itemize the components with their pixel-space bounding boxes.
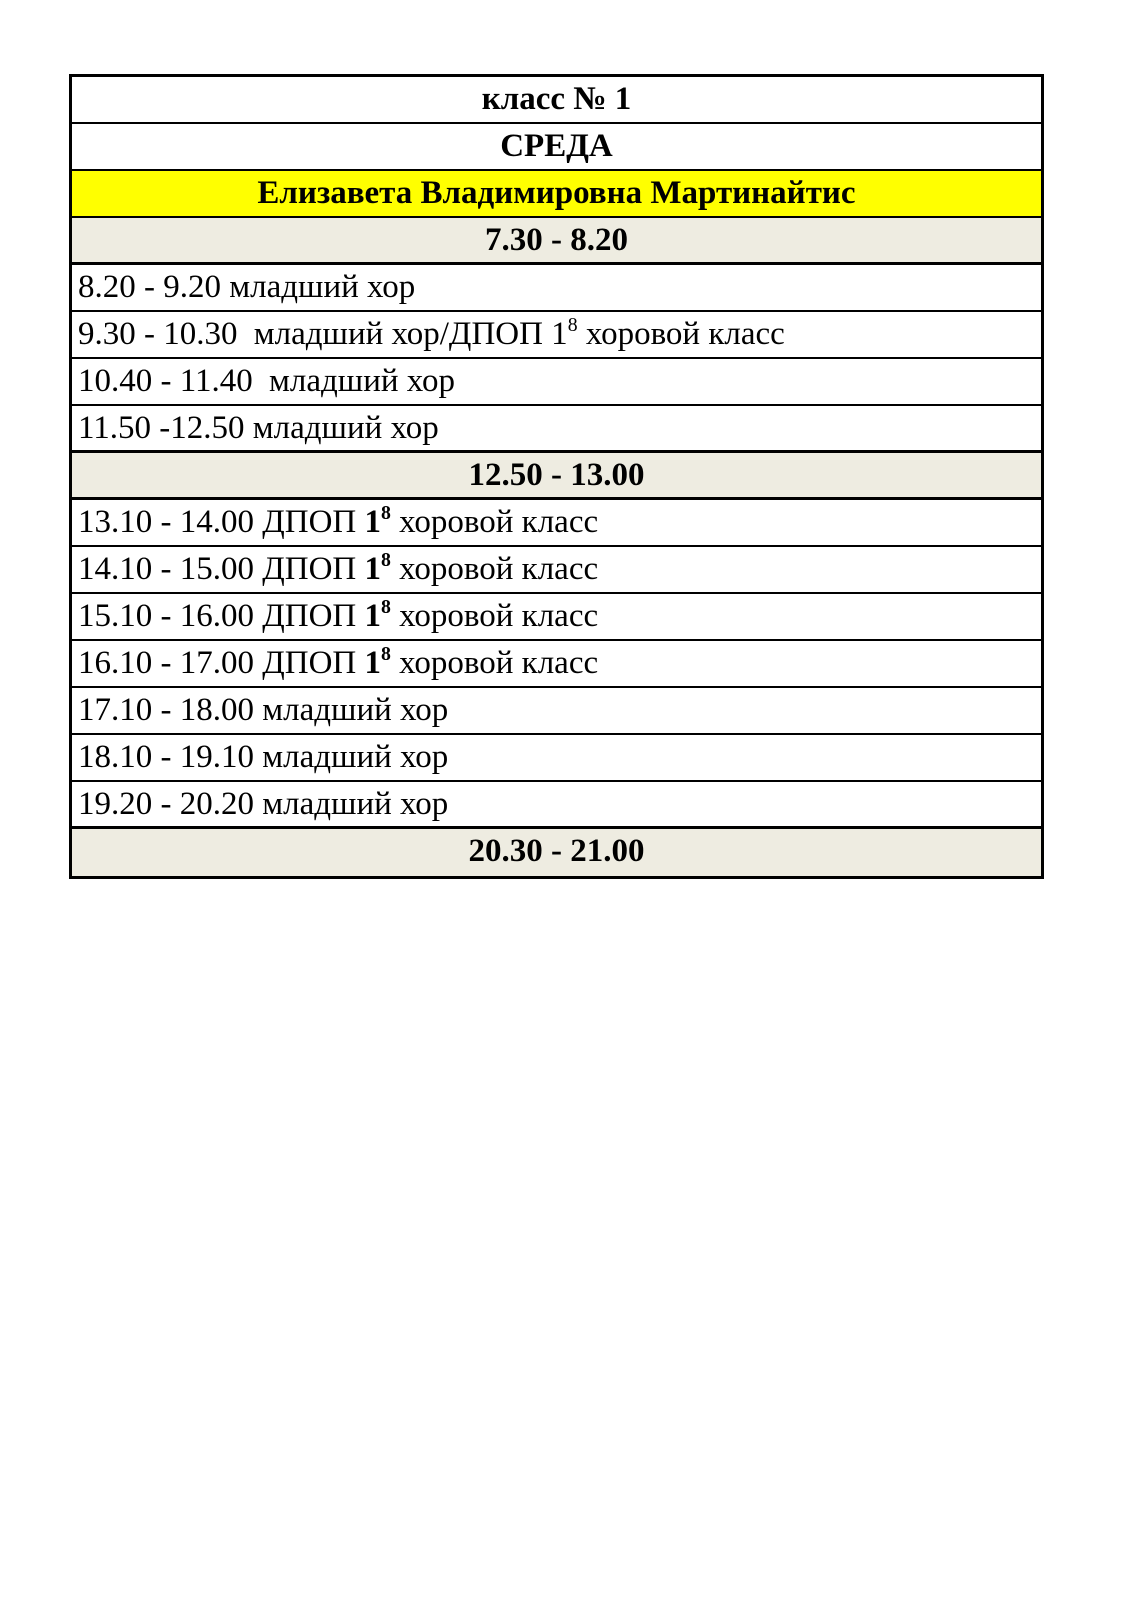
row-time: 13.10 - 14.00 [78, 504, 254, 540]
row-num: 1 [364, 551, 382, 587]
row-num: 1 [364, 504, 382, 540]
row-tail: хоровой класс [399, 504, 599, 540]
row-time: 9.30 - 10.30 [78, 316, 238, 352]
schedule-row [72, 359, 1041, 406]
schedule-row [72, 547, 1041, 594]
row-text: младший хор [262, 739, 449, 775]
row-text: младший хор [252, 410, 439, 446]
schedule-row [72, 265, 1041, 312]
row-time: 8.20 - 9.20 [78, 269, 221, 305]
schedule-row [72, 782, 1041, 829]
day-title: СРЕДА [72, 124, 1041, 171]
break-row: 20.30 - 21.00 [72, 829, 1041, 876]
row-text: младший хор [269, 363, 456, 399]
row-time: 11.50 -12.50 [78, 410, 245, 446]
row-time: 19.20 - 20.20 [78, 786, 254, 822]
row-sup: 8 [381, 502, 391, 525]
row-prefix: ДПОП [262, 551, 357, 587]
schedule-row [72, 735, 1041, 782]
row-tail: хоровой класс [399, 551, 599, 587]
schedule-row [72, 641, 1041, 688]
row-sup: 8 [381, 643, 391, 666]
schedule-row [72, 594, 1041, 641]
row-tail: хоровой класс [585, 316, 785, 352]
schedule-row [72, 500, 1041, 547]
schedule-row [72, 406, 1041, 453]
row-sup: 8 [381, 549, 391, 572]
row-sup: 8 [567, 314, 578, 337]
row-time: 16.10 - 17.00 [78, 645, 254, 681]
row-text: младший хор [262, 786, 449, 822]
break-row: 7.30 - 8.20 [72, 218, 1041, 265]
row-time: 17.10 - 18.00 [78, 692, 254, 728]
schedule-row [72, 312, 1041, 359]
row-tail: хоровой класс [399, 645, 599, 681]
row-time: 10.40 - 11.40 [78, 363, 253, 399]
schedule-table [69, 74, 1044, 879]
schedule-row [72, 688, 1041, 735]
row-text: младший хор [229, 269, 416, 305]
row-time: 15.10 - 16.00 [78, 598, 254, 634]
row-text: младший хор/ДПОП 1 [253, 316, 568, 352]
row-time: 18.10 - 19.10 [78, 739, 254, 775]
row-text: младший хор [262, 692, 449, 728]
row-sup: 8 [381, 596, 391, 619]
teacher-name: Елизавета Владимировна Мартинайтис [72, 171, 1041, 218]
class-title: класс № 1 [72, 77, 1041, 124]
break-row: 12.50 - 13.00 [72, 453, 1041, 500]
row-prefix: ДПОП [262, 504, 357, 540]
row-prefix: ДПОП [262, 645, 357, 681]
row-num: 1 [364, 645, 382, 681]
row-time: 14.10 - 15.00 [78, 551, 254, 587]
row-num: 1 [364, 598, 382, 634]
row-prefix: ДПОП [262, 598, 357, 634]
row-tail: хоровой класс [399, 598, 599, 634]
